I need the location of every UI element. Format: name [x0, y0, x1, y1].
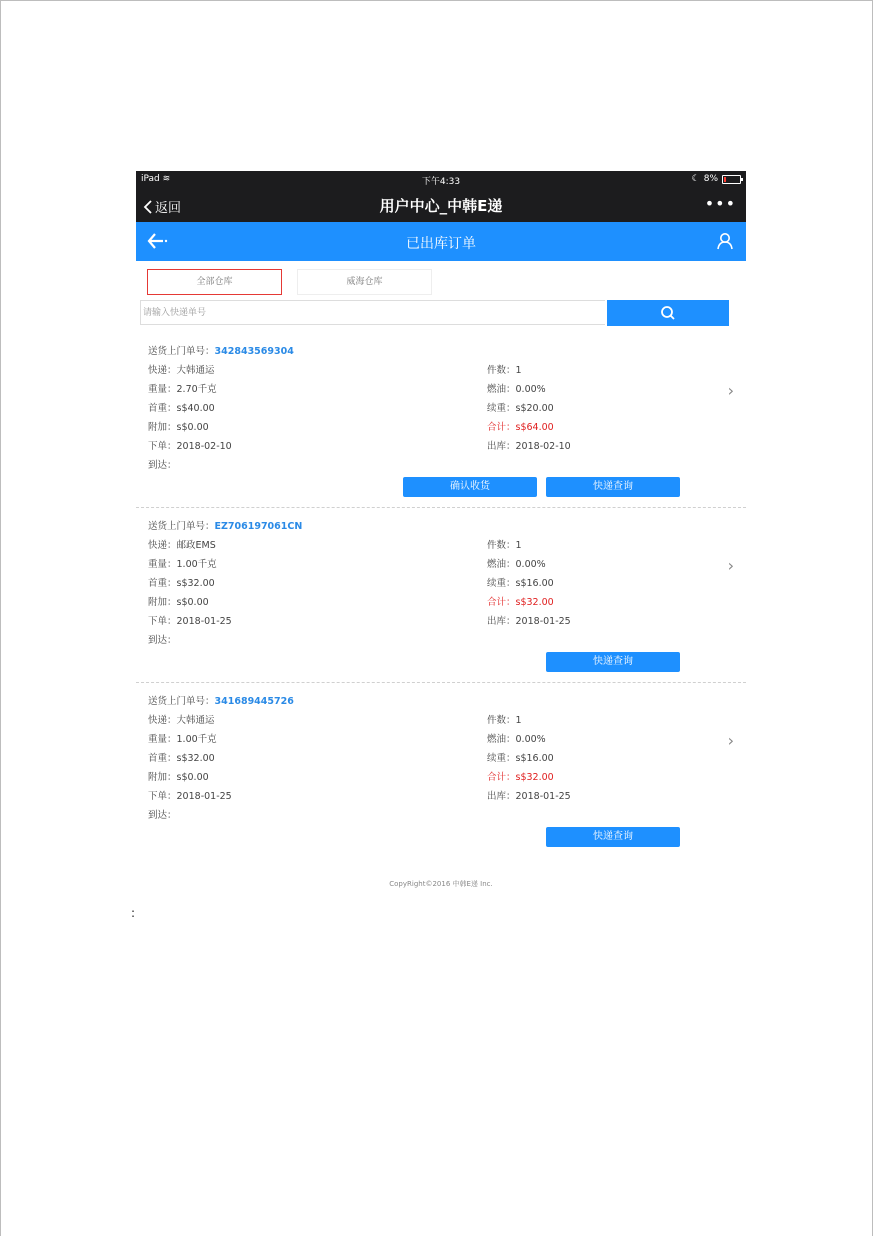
order-date-label: 下单：	[148, 791, 177, 802]
order-no-label: 送货上门单号：	[148, 346, 215, 357]
search-bar	[136, 299, 746, 333]
more-menu-icon[interactable]: •••	[704, 194, 736, 213]
order-date-value: 2018-02-10	[176, 441, 232, 452]
out-date-value: 2018-01-25	[515, 616, 571, 627]
weight-label: 重量：	[148, 384, 177, 395]
order-no-label: 送货上门单号：	[148, 521, 215, 532]
pieces-value: 1	[515, 540, 522, 551]
out-date-label: 出库：	[487, 441, 516, 452]
back-label: 返回	[155, 201, 182, 216]
order-card	[136, 683, 746, 857]
order-card	[136, 333, 746, 508]
courier-value: 大韩通运	[176, 365, 215, 376]
total-value: s$32.00	[515, 772, 554, 783]
ipad-screen	[136, 171, 746, 909]
track-express-button[interactable]: 快递查询	[546, 477, 680, 497]
wechat-nav-bar	[136, 188, 746, 222]
total-label: 合计：	[487, 597, 516, 608]
pieces-value: 1	[515, 365, 522, 376]
cont-weight-label: 续重：	[487, 578, 516, 589]
status-right	[692, 174, 741, 184]
order-card	[136, 508, 746, 683]
battery-percent: 8%	[703, 174, 718, 184]
extra-label: 附加：	[148, 597, 177, 608]
cont-weight-label: 续重：	[487, 753, 516, 764]
nav-title: 用户中心_中韩E递	[379, 197, 503, 215]
status-time: 下午4:33	[421, 177, 461, 187]
first-weight-value: s$40.00	[176, 403, 215, 414]
fuel-label: 燃油：	[487, 559, 516, 570]
courier-value: 邮政EMS	[176, 540, 216, 551]
order-no: EZ706197061CN	[214, 521, 303, 532]
pieces-value: 1	[515, 715, 522, 726]
order-no-label: 送货上门单号：	[148, 696, 215, 707]
total-label: 合计：	[487, 772, 516, 783]
courier-label: 快递：	[148, 365, 177, 376]
tab-weihai-warehouse[interactable]: 威海仓库	[297, 269, 432, 295]
copyright-footer: CopyRight©2016 中韩E递 Inc.	[389, 880, 493, 888]
fuel-label: 燃油：	[487, 734, 516, 745]
cont-weight-value: s$16.00	[515, 578, 554, 589]
warehouse-tabs	[136, 261, 746, 299]
total-value: s$64.00	[515, 422, 554, 433]
out-date-value: 2018-01-25	[515, 791, 571, 802]
battery-icon	[722, 175, 741, 184]
pieces-label: 件数：	[487, 715, 516, 726]
total-label: 合计：	[487, 422, 516, 433]
cont-weight-value: s$20.00	[515, 403, 554, 414]
out-date-value: 2018-02-10	[515, 441, 571, 452]
first-weight-value: s$32.00	[176, 578, 215, 589]
order-no: 341689445726	[214, 696, 294, 707]
search-button[interactable]	[607, 300, 729, 326]
chevron-right-icon[interactable]: ›	[727, 556, 734, 575]
out-date-label: 出库：	[487, 791, 516, 802]
order-no: 342843569304	[214, 346, 294, 357]
page-title: 已出库订单	[406, 236, 476, 252]
tab-all-warehouses[interactable]: 全部仓库	[147, 269, 282, 295]
extra-value: s$0.00	[176, 597, 209, 608]
fuel-value: 0.00%	[515, 384, 546, 395]
first-weight-label: 首重：	[148, 403, 177, 414]
extra-value: s$0.00	[176, 772, 209, 783]
fuel-value: 0.00%	[515, 559, 546, 570]
search-input[interactable]	[140, 300, 605, 325]
first-weight-value: s$32.00	[176, 753, 215, 764]
moon-icon: ☾	[691, 174, 700, 184]
device-name: iPad	[141, 174, 160, 184]
pieces-label: 件数：	[487, 540, 516, 551]
weight-label: 重量：	[148, 734, 177, 745]
arrive-label: 到达：	[148, 460, 177, 471]
extra-label: 附加：	[148, 772, 177, 783]
total-value: s$32.00	[515, 597, 554, 608]
stray-colon: :	[131, 906, 136, 920]
extra-label: 附加：	[148, 422, 177, 433]
courier-label: 快递：	[148, 715, 177, 726]
cont-weight-value: s$16.00	[515, 753, 554, 764]
weight-value: 2.70千克	[176, 384, 217, 395]
arrive-label: 到达：	[148, 810, 177, 821]
user-icon[interactable]	[716, 232, 734, 254]
first-weight-label: 首重：	[148, 753, 177, 764]
track-express-button[interactable]: 快递查询	[546, 827, 680, 847]
track-express-button[interactable]: 快递查询	[546, 652, 680, 672]
confirm-receipt-button[interactable]: 确认收货	[403, 477, 537, 497]
order-date-value: 2018-01-25	[176, 616, 232, 627]
cont-weight-label: 续重：	[487, 403, 516, 414]
order-date-value: 2018-01-25	[176, 791, 232, 802]
out-date-label: 出库：	[487, 616, 516, 627]
weight-label: 重量：	[148, 559, 177, 570]
fuel-label: 燃油：	[487, 384, 516, 395]
search-icon	[660, 305, 676, 321]
fuel-value: 0.00%	[515, 734, 546, 745]
pieces-label: 件数：	[487, 365, 516, 376]
arrive-label: 到达：	[148, 635, 177, 646]
page-header	[136, 222, 746, 261]
order-date-label: 下单：	[148, 441, 177, 452]
first-weight-label: 首重：	[148, 578, 177, 589]
chevron-right-icon[interactable]: ›	[727, 381, 734, 400]
courier-value: 大韩通运	[176, 715, 215, 726]
courier-label: 快递：	[148, 540, 177, 551]
status-bar	[136, 171, 746, 188]
weight-value: 1.00千克	[176, 559, 217, 570]
extra-value: s$0.00	[176, 422, 209, 433]
wifi-icon: ≋	[162, 174, 171, 184]
order-date-label: 下单：	[148, 616, 177, 627]
weight-value: 1.00千克	[176, 734, 217, 745]
chevron-right-icon[interactable]: ›	[727, 731, 734, 750]
